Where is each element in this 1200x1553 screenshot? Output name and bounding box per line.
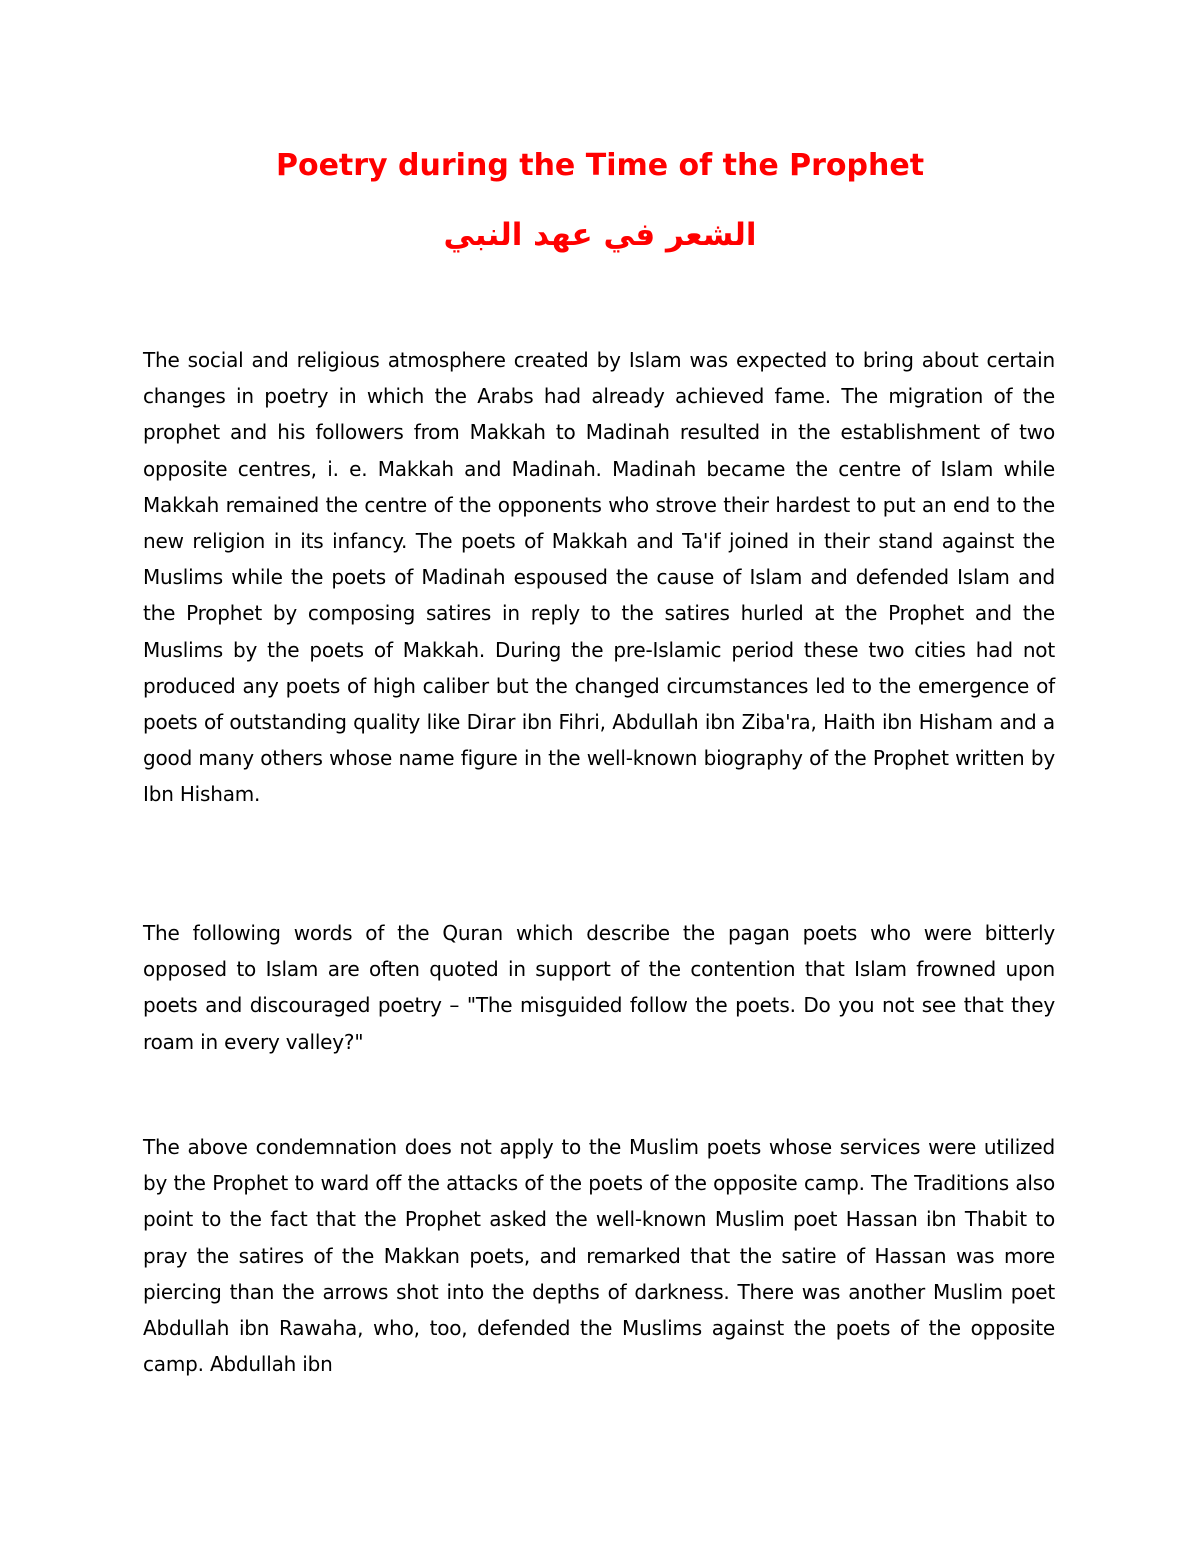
paragraph-2: The following words of the Quran which describe the pagan poets who were bitterly opposed to Islam are often quoted in support of the contention that Islam frowned upon poets and discouraged poetry – "The misguided follow the poets. Do you not see that they roam in every valley?" xyxy=(143,921,1055,1054)
page-title: Poetry during the Time of the Prophet xyxy=(275,148,925,183)
arabic-subtitle: الشعر في عهد النبي xyxy=(443,217,757,253)
paragraph-3: The above condemnation does not apply to the Muslim poets whose services were utilized by the Prophet to ward off the attacks of the poets of the opposite camp. The Traditions also point to the fact that the Prophet asked the well-known Muslim poet Hassan ibn Thabit to pray the satires of the Makkan poets, and remarked that the satire of Hassan was more piercing than the arrows shot into the depths of darkness. There was another Muslim poet Abdullah ibn Rawaha, who, too, defended the Muslims against the poets of the opposite camp. Abdullah ibn xyxy=(143,1135,1055,1377)
paragraph-1: The social and religious atmosphere created by Islam was expected to bring about certain changes in poetry in which the Arabs had already achieved fame. The migration of the prophet and his followers from Makkah to Madinah resulted in the establishment of two opposite centres, i. e. Makkah and Madinah. Madinah became the centre of Islam while Makkah remained the centre of the opponents who strove their hardest to put an end to the new religion in its infancy. The poets of Makkah and Ta'if joined in their stand against the Muslims while the poets of Madinah espoused the cause of Islam and defended Islam and the Prophet by composing satires in reply to the satires hurled at the Prophet and the Muslims by the poets of Makkah. During the pre-Islamic period these two cities had not produced any poets of high caliber but the changed circumstances led to the emergence of poets of outstanding quality like Dirar ibn Fihri, Abdullah ibn Ziba'ra, Haith ibn Hisham and a good many others whose name figure in the well-known biography of the Prophet written by Ibn Hisham. xyxy=(143,348,1055,807)
